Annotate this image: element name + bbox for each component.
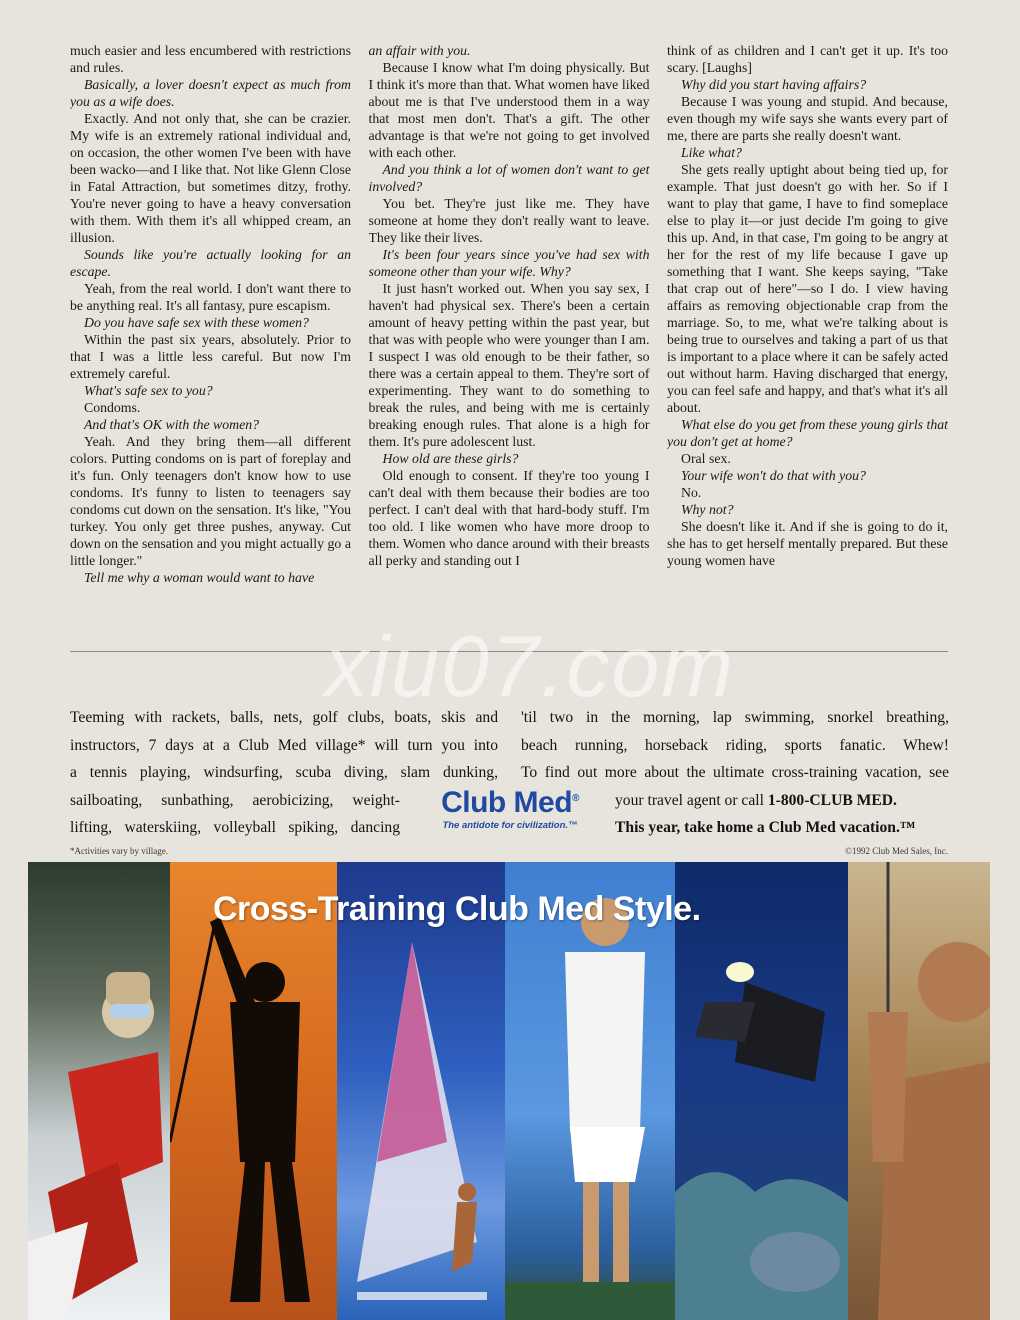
golfer-photo: [170, 862, 337, 1320]
copyright: ©1992 Club Med Sales, Inc.: [845, 846, 948, 856]
interview-answer: She gets really uptight about being tied up, for example. That just doesn't go with her. So if I want to play that game, I have to find someplace else to play it—or just decide I'm going to give this up. And, in that case, I'm going to be angry at her for the rest of my life because I gave up something that I want. She keeps saying, "Take that crap out of here"—so I do. I view having affairs as removing objectionable crap from the marriage. So, to me, what we're talking about is being true to ourselves and taking a part of us that is important to a place where it can be safely acted out without harm. Having discharged that energy, you can feel safe and happy, and that's what it's all about.: [667, 162, 948, 415]
ad-line: To find out more about the ultimate cross-training vacation, see: [521, 764, 949, 781]
interview-answer: much easier and less encumbered with restrictions and rules.: [70, 43, 351, 75]
interview-answer: Because I know what I'm doing physically. But I think it's more than that. What women have liked about me is that I've understood them in a way that most men don't. That's a gift. The other advantage is that we're not going to get involved with each other.: [368, 60, 650, 160]
ad-line: lifting, waterskiing, volleyball spiking, dancing: [70, 819, 400, 836]
interview-answer: She doesn't like it. And if she is going to do it, she has to get herself mentally prepared. But these young women have: [667, 519, 948, 568]
logo-wordmark: [410, 782, 610, 820]
interview-answer: Because I was young and stupid. And because, even though my wife says she wants every part of me, there are parts she really doesn't want.: [667, 94, 948, 143]
golfer-icon: [170, 862, 337, 1320]
weightlifter-icon: [848, 862, 990, 1320]
interview-question: Why not?: [681, 502, 734, 517]
interview-answer: No.: [681, 485, 702, 500]
article-column-3: [667, 42, 948, 642]
windsurfer-photo: [337, 862, 505, 1320]
interview-answer: Yeah, from the real world. I don't want there to be anything real. It's all fantasy, pure escapism.: [70, 281, 351, 313]
ad-headline: Cross-Training Club Med Style.: [213, 890, 701, 928]
gym-photo: [848, 862, 990, 1320]
logo-registered: ®: [572, 793, 579, 804]
watermark: xiu07.com: [325, 619, 735, 715]
interview-question: Like what?: [681, 145, 742, 160]
interview-answer: Exactly. And not only that, she can be crazier. My wife is an extremely rational individual and, on occasion, the other women I've been with have been wacko—and I like that. Not like Glenn Close in Fatal Attraction, but sometimes ditzy, frothy. You're never going to have a heavy conversation with them. With them it's all whipped cream, an illusion.: [70, 111, 351, 245]
interview-question: And that's OK with the women?: [84, 417, 260, 432]
interview-question: an affair with you.: [368, 43, 471, 58]
phone-number: 1-800-CLUB MED.: [767, 791, 897, 809]
article-columns: [70, 42, 948, 642]
interview-question: What's safe sex to you?: [84, 383, 213, 398]
scuba-photo: [675, 862, 848, 1320]
ad-line: instructors, 7 days at a Club Med village* will turn you into: [70, 736, 498, 754]
skier-photo: [28, 862, 170, 1320]
interview-answer: Yeah. And they bring them—all different colors. Putting condoms on is part of foreplay and it's fun. Only teenagers don't know how to use condoms. It's funny to listen to teenagers say condoms cut down on the sensation. It's like, "You turkey. You only get three pushes, anyway. Cut down on the sensation and you might actually go a little longer.": [70, 434, 351, 568]
footnote: *Activities vary by village.: [70, 846, 168, 856]
interview-answer: think of as children and I can't get it up. It's too scary. [Laughs]: [667, 43, 948, 75]
ad-line: beach running, horseback riding, sports fanatic. Whew!: [521, 736, 949, 754]
ad-phone-lead: your travel agent or call: [615, 791, 768, 809]
logo-name: Club Med: [441, 786, 573, 819]
interview-answer: You bet. They're just like me. They have someone at home they don't really want to leave. They like their lives.: [368, 196, 650, 245]
interview-question: Your wife won't do that with you?: [681, 468, 866, 483]
interview-question: Sounds like you're actually looking for an escape.: [70, 247, 351, 279]
interview-answer: Oral sex.: [681, 451, 731, 466]
ad-line: sailboating, sunbathing, aerobicizing, weight-: [70, 791, 400, 809]
windsurfer-icon: [337, 862, 505, 1320]
tennis-photo: [505, 862, 675, 1320]
interview-question: What else do you get from these young girls that you don't get at home?: [667, 417, 948, 449]
ad-slogan: This year, take home a Club Med vacation.™: [615, 819, 916, 836]
ad-line: a tennis playing, windsurfing, scuba diving, slam dunking,: [70, 764, 498, 781]
interview-question: It's been four years since you've had sex with someone other than your wife. Why?: [368, 247, 650, 279]
interview-question: Basically, a lover doesn't expect as much from you as a wife does.: [70, 77, 351, 109]
interview-question: Why did you start having affairs?: [681, 77, 867, 92]
tennis-player-icon: [505, 862, 675, 1320]
divider-rule: [70, 651, 948, 652]
interview-answer: Within the past six years, absolutely. Prior to that I was a little less careful. But now I'm extremely careful.: [70, 332, 351, 381]
article-column-2: [369, 42, 650, 642]
scuba-diver-icon: [675, 862, 848, 1320]
interview-answer: It just hasn't worked out. When you say sex, I haven't had physical sex. There's been a certain amount of heavy petting within the past year, but that was with people who were younger than I am. I suspect I was old enough to be their father, so there was a certain appeal to them. They're sort of experimenting. They want to do something to break the rules, and being with me is certainly breaking enough rules. That alone is a high for them. It's pure adolescent lust.: [368, 281, 650, 449]
interview-question: Do you have safe sex with these women?: [84, 315, 309, 330]
interview-question: How old are these girls?: [382, 451, 519, 466]
ad-line: Teeming with rackets, balls, nets, golf clubs, boats, skis and: [70, 709, 498, 726]
logo-tagline: The antidote for civilization.™: [442, 820, 578, 831]
skier-icon: [28, 862, 170, 1320]
article-column-1: [70, 42, 351, 642]
photo-strip: [28, 862, 990, 1320]
interview-question: Tell me why a woman would want to have: [84, 570, 315, 585]
interview-answer: Old enough to consent. If they're too young I can't deal with them because their bodies are too perfect. I can't deal with that hard-body stuff. I'm too old. I like women who have more droop to them. Women who dance around with their breasts all perky and standing out I: [368, 468, 650, 568]
club-med-logo: [410, 782, 610, 832]
interview-question: And you think a lot of women don't want to get involved?: [368, 162, 650, 194]
ad-line: 'til two in the morning, lap swimming, snorkel breathing,: [521, 709, 949, 726]
interview-answer: Condoms.: [84, 400, 141, 415]
